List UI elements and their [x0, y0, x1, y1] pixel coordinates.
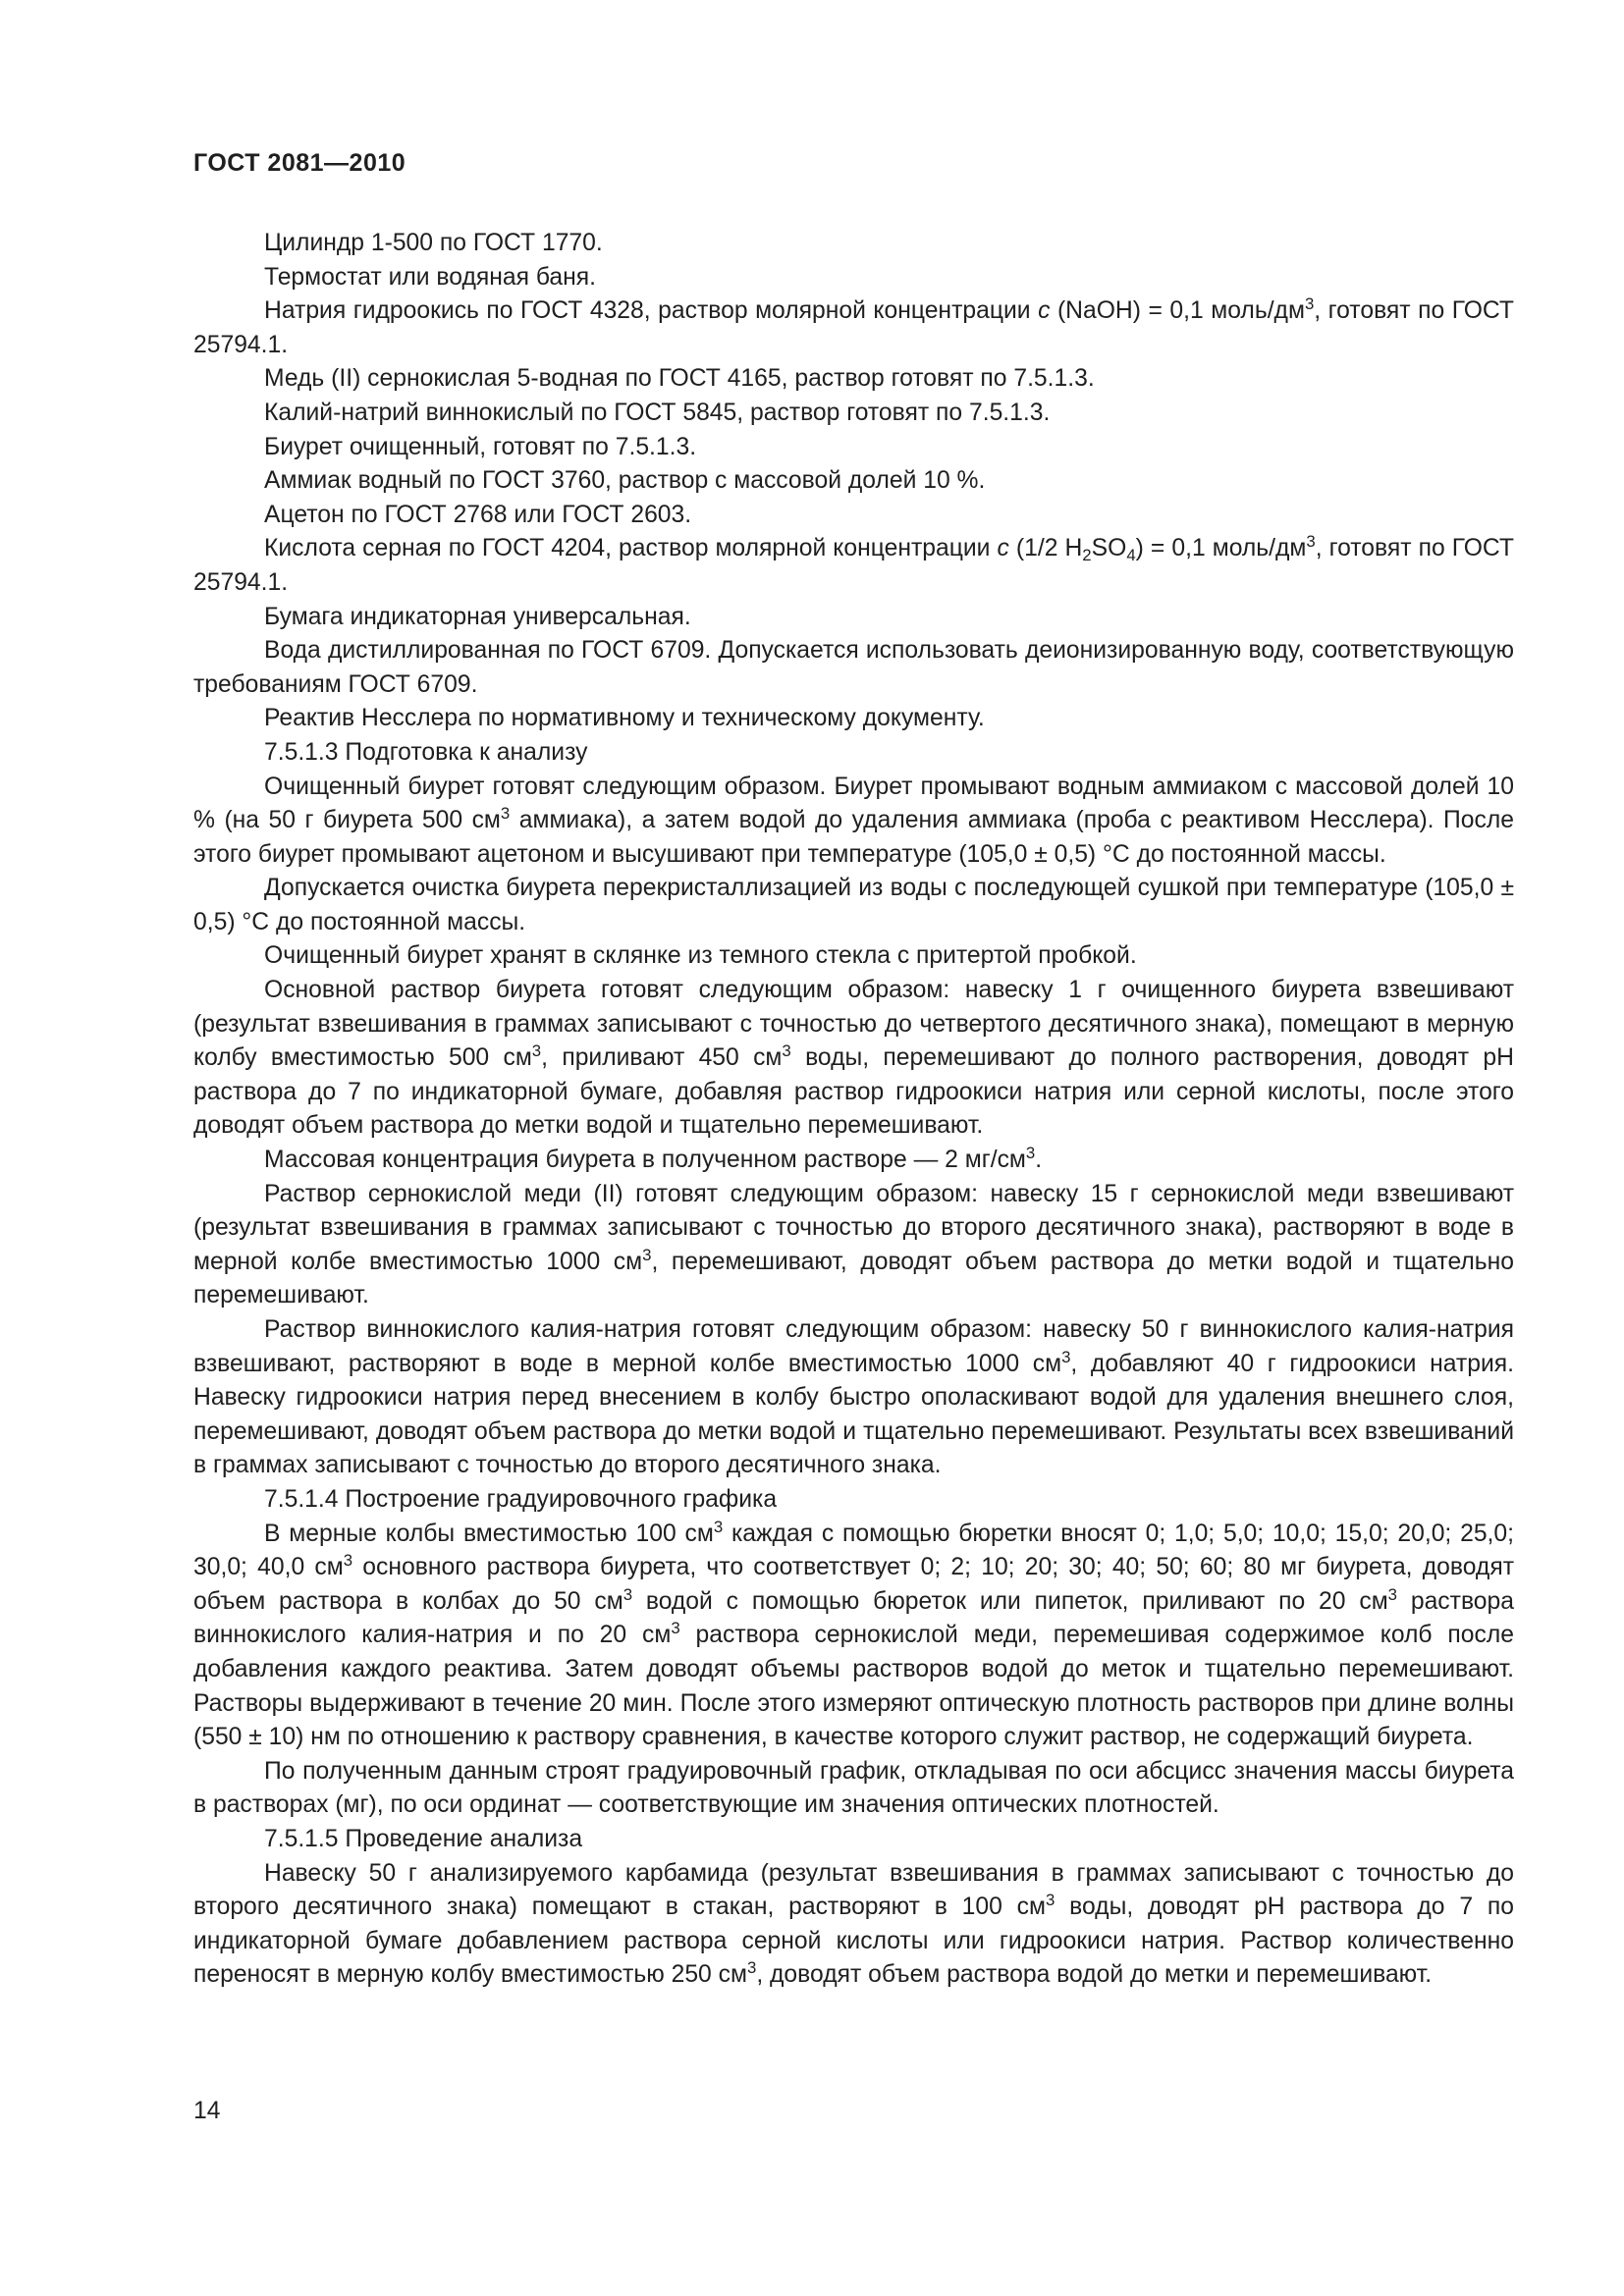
subscript: 4 [1126, 546, 1136, 565]
section-heading: 7.5.1.4 Построение градуировочного графика [264, 1485, 778, 1513]
paragraph: Очищенный биурет хранят в склянке из темного стекла с притертой пробкой. [264, 942, 1137, 970]
superscript: 3 [642, 1245, 652, 1264]
text-fragment: Основной раствор биурета готовят следующим образом: навеску 1 г очищенного биурета взвешивают (результат взвешивания в граммах записывают с точностью до четвертого десятичного знака), помещают в мерную колбу вместимостью 500 см [193, 977, 1514, 1072]
paragraph: Калий-натрий виннокислый по ГОСТ 5845, раствор готовят по 7.5.1.3. [264, 399, 1051, 426]
text-fragment: раствора сернокислой меди, перемешивая содержимое колб после добавления каждого реактива. Затем доводят объемы растворов водой до меток и тщательно перемешивают. Растворы выдерживают в течение 20 мин. После этого измеряют оптическую плотность растворов при длине волны (550 ± 10) нм по отношению к раствору сравнения, в качестве которого служит раствор, не содержащий биурета. [193, 1622, 1514, 1751]
text-fragment: (1/2 H [1008, 535, 1083, 562]
text-fragment: Натрия гидроокись по ГОСТ 4328, раствор молярной концентрации [264, 297, 1039, 325]
text-fragment: воды, перемешивают до полного растворения, доводят pH раствора до 7 по индикаторной бумаге, добавляя раствор гидроокиси натрия или серной кислоты, после этого доводят объем раствора до метки водой и тщательно перемешивают. [193, 1044, 1514, 1140]
superscript: 3 [746, 1958, 757, 1978]
text-fragment: Раствор виннокислого калия-натрия готовят следующим образом: навеску 50 г виннокислого калия-натрия взвешивают, растворяют в воде в мерной колбе вместимостью 1000 см [193, 1316, 1514, 1377]
paragraph: Цилиндр 1-500 по ГОСТ 1770. [264, 230, 603, 256]
text-fragment: SO [1091, 535, 1127, 562]
superscript: 3 [343, 1550, 353, 1570]
superscript: 3 [1025, 1143, 1036, 1162]
paragraph [193, 1178, 1514, 1313]
text-fragment-italic: c [1038, 297, 1051, 325]
paragraph [193, 1144, 1514, 1178]
paragraph: Ацетон по ГОСТ 2768 или ГОСТ 2603. [264, 501, 692, 528]
superscript: 3 [671, 1619, 680, 1638]
paragraph: Реактив Несслера по нормативному и техническому документу. [264, 705, 985, 732]
paragraph [193, 1518, 1514, 1755]
text-fragment: воды, доводят pH раствора до 7 по индикаторной бумаге добавлением раствора серной кислоты или гидроокиси натрия. Раствор количественно переносят в мерную колбу вместимостью 250 см [193, 1894, 1514, 1989]
paragraph: Бумага индикаторная универсальная. [264, 603, 691, 630]
paragraph [193, 532, 1514, 600]
superscript: 3 [500, 803, 511, 823]
subscript: 2 [1082, 546, 1092, 565]
superscript: 3 [1387, 1584, 1398, 1604]
text-fragment: , приливают 450 см [541, 1044, 783, 1072]
superscript: 3 [531, 1041, 542, 1061]
paragraph: Аммиак водный по ГОСТ 3760, раствор с массовой долей 10 %. [264, 467, 986, 495]
text-fragment: Кислота серная по ГОСТ 4204, раствор молярной концентрации [264, 535, 998, 562]
document-body [193, 227, 1514, 1993]
text-fragment: каждая с помощью бюретки вносят 0; 1,0; 5,0; 10,0; 15,0; 20,0; 25,0; 30,0; 40,0 см [193, 1520, 1514, 1581]
text-fragment: Очищенный биурет готовят следующим образом. Биурет промывают водным аммиаком с массовой долей 10 % (на 50 г биурета 500 см [193, 773, 1514, 834]
paragraph: Термостат или водяная баня. [264, 263, 596, 291]
superscript: 3 [1306, 532, 1316, 552]
text-fragment: , готовят по ГОСТ 25794.1. [193, 535, 1514, 596]
paragraph: По полученным данным строят градуировочный график, откладывая по оси абсцисс значения массы биурета в растворах (мг), по оси ординат — соответствующие им значения оптических плотностей. [193, 1757, 1514, 1819]
text-fragment: Массовая концентрация биурета в полученном растворе — 2 мг/см [264, 1147, 1026, 1174]
text-fragment: , доводят объем раствора водой до метки и перемешивают. [756, 1961, 1433, 1989]
superscript: 3 [1046, 1890, 1056, 1909]
text-fragment: . [1035, 1147, 1043, 1174]
paragraph: Допускается очистка биурета перекристаллизацией из воды с последующей сушкой при температуре (105,0 ± 0,5) °С до постоянной массы. [193, 875, 1514, 935]
text-fragment: Навеску 50 г анализируемого карбамида (результат взвешивания в граммах записывают с точностью до второго десятичного знака) помещают в стакан, растворяют в 100 см [193, 1859, 1514, 1921]
text-fragment: аммиака), а затем водой до удаления аммиака (проба с реактивом Несслера). После этого биурет промывают ацетоном и высушивают при температуре (105,0 ± 0,5) °С до постоянной массы. [193, 807, 1514, 868]
text-fragment: Раствор сернокислой меди (II) готовят следующим образом: навеску 15 г сернокислой меди взвешивают (результат взвешивания в граммах записывают с точностью до второго десятичного знака), растворяют в воде в мерной колбе вместимостью 1000 см [193, 1180, 1514, 1275]
paragraph: Вода дистиллированная по ГОСТ 6709. Допускается использовать деионизированную воду, соответствующую требованиям ГОСТ 6709. [193, 637, 1514, 698]
text-fragment: , добавляют 40 г гидроокиси натрия. Навеску гидроокиси натрия перед внесением в колбу быстро ополаскивают водой для удаления внешнего слоя, перемешивают, доводят объем раствора до метки водой и тщательно перемешивают. Результаты всех взвешиваний в граммах записывают с точностью до второго десятичного знака. [193, 1350, 1514, 1479]
superscript: 3 [713, 1517, 724, 1536]
section-heading: 7.5.1.3 Подготовка к анализу [264, 738, 588, 766]
paragraph [193, 974, 1514, 1144]
text-fragment: раствора виннокислого калия-натрия и по 20 см [193, 1587, 1514, 1649]
text-fragment: , готовят по ГОСТ 25794.1. [193, 297, 1514, 358]
text-fragment: основного раствора биурета, что соответствует 0; 2; 10; 20; 30; 40; 50; 60; 80 мг биурета, доводят объем раствора в колбах до 50 см [193, 1554, 1514, 1615]
page-number: 14 [193, 2098, 221, 2124]
document-header: ГОСТ 2081—2010 [193, 149, 406, 177]
paragraph: Медь (II) сернокислая 5-водная по ГОСТ 4165, раствор готовят по 7.5.1.3. [264, 365, 1095, 393]
text-fragment: , перемешивают, доводят объем раствора до метки водой и тщательно перемешивают. [193, 1248, 1514, 1309]
superscript: 3 [623, 1584, 633, 1604]
text-fragment: В мерные колбы вместимостью 100 см [264, 1520, 714, 1547]
superscript: 3 [782, 1041, 791, 1061]
paragraph [193, 294, 1514, 362]
paragraph [193, 1313, 1514, 1483]
superscript: 3 [1304, 294, 1315, 313]
text-fragment: ) = 0,1 моль/дм [1135, 535, 1307, 562]
text-fragment: водой с помощью бюреток или пипеток, приливают по 20 см [632, 1587, 1388, 1615]
text-fragment: (NaOH) = 0,1 моль/дм [1050, 297, 1305, 325]
paragraph: Биурет очищенный, готовят по 7.5.1.3. [264, 433, 697, 460]
superscript: 3 [1061, 1347, 1071, 1366]
text-fragment-italic: c [997, 535, 1009, 562]
section-heading: 7.5.1.5 Проведение анализа [264, 1825, 583, 1852]
paragraph [193, 771, 1514, 873]
paragraph [193, 1857, 1514, 1993]
